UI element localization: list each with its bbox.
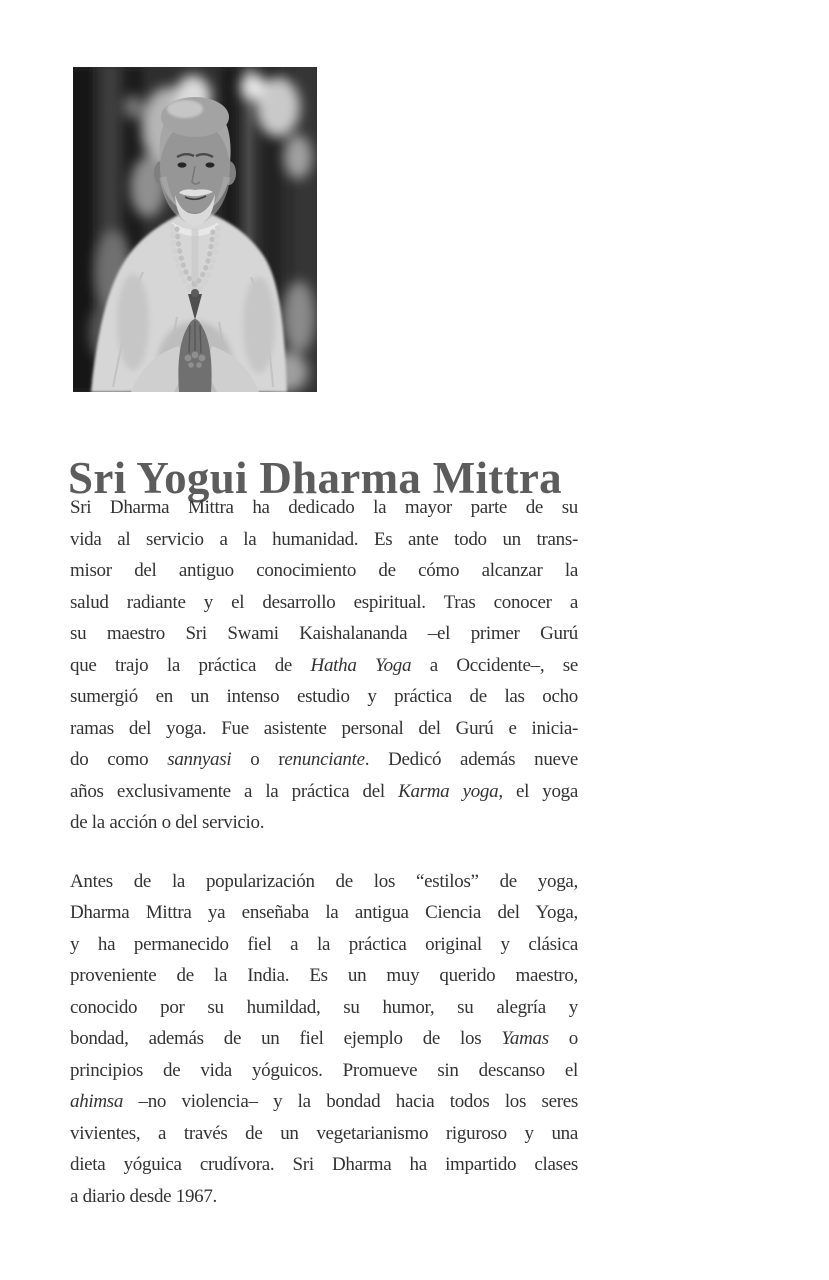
text-line: Dharma Mittra ya enseñaba la antigua Ciencia del Yoga,: [70, 902, 578, 923]
text-line: vida al servicio a la humanidad. Es ante todo un trans-: [70, 528, 578, 550]
text-line: que trajo la práctica de Hatha Yoga a Occidente–, se: [70, 654, 579, 676]
left-eye: [178, 162, 187, 167]
text-line: bondad, además de un fiel ejemplo de los Yamas o: [70, 1028, 578, 1049]
text-line: sumergió en un intenso estudio y práctica de las ocho: [70, 686, 578, 707]
article-body: [70, 492, 578, 1239]
text-line: a diario desde 1967.: [70, 1185, 218, 1207]
text-line: do como sannyasi o renunciante. Dedicó además nueve: [70, 749, 578, 770]
text-line: proveniente de la India. Es un muy querido maestro,: [70, 965, 578, 986]
text-line: ramas del yoga. Fue asistente personal del Gurú e inicia-: [70, 717, 578, 739]
portrait-photo: [73, 67, 317, 392]
text-line: dieta yóguica crudívora. Sri Dharma ha impartido clases: [70, 1154, 578, 1175]
text-line: Antes de la popularización de los “estilos” de yoga,: [70, 870, 578, 892]
text-line: ahimsa –no violencia– y la bondad hacia todos los seres: [70, 1091, 578, 1112]
text-line: principios de vida yóguicos. Promueve sin descanso el: [70, 1059, 578, 1081]
text-line: Sri Dharma Mittra ha dedicado la mayor parte de su: [70, 497, 578, 518]
text-line: conocido por su humildad, su humor, su alegría y: [70, 996, 578, 1018]
text-line: vivientes, a través de un vegetarianismo riguroso y una: [70, 1122, 578, 1144]
text-line: años exclusivamente a la práctica del Karma yoga, el yoga: [70, 780, 579, 802]
page-title: Sri Yogui Dharma Mittra: [68, 453, 562, 504]
right-eye: [206, 162, 215, 167]
paragraph-bio-2: [70, 866, 578, 1213]
text-line: su maestro Sri Swami Kaishalananda –el primer Gurú: [70, 623, 578, 644]
portrait-photo-svg: [73, 67, 317, 392]
text-line: y ha permanecido fiel a la práctica original y clásica: [70, 933, 578, 955]
text-line: salud radiante y el desarrollo espiritual. Tras conocer a: [70, 591, 578, 613]
hair-highlight: [167, 100, 203, 118]
paragraph-bio-1: [70, 492, 578, 839]
text-line: de la acción o del servicio.: [70, 812, 265, 833]
text-line: misor del antiguo conocimiento de cómo alcanzar la: [70, 560, 578, 581]
